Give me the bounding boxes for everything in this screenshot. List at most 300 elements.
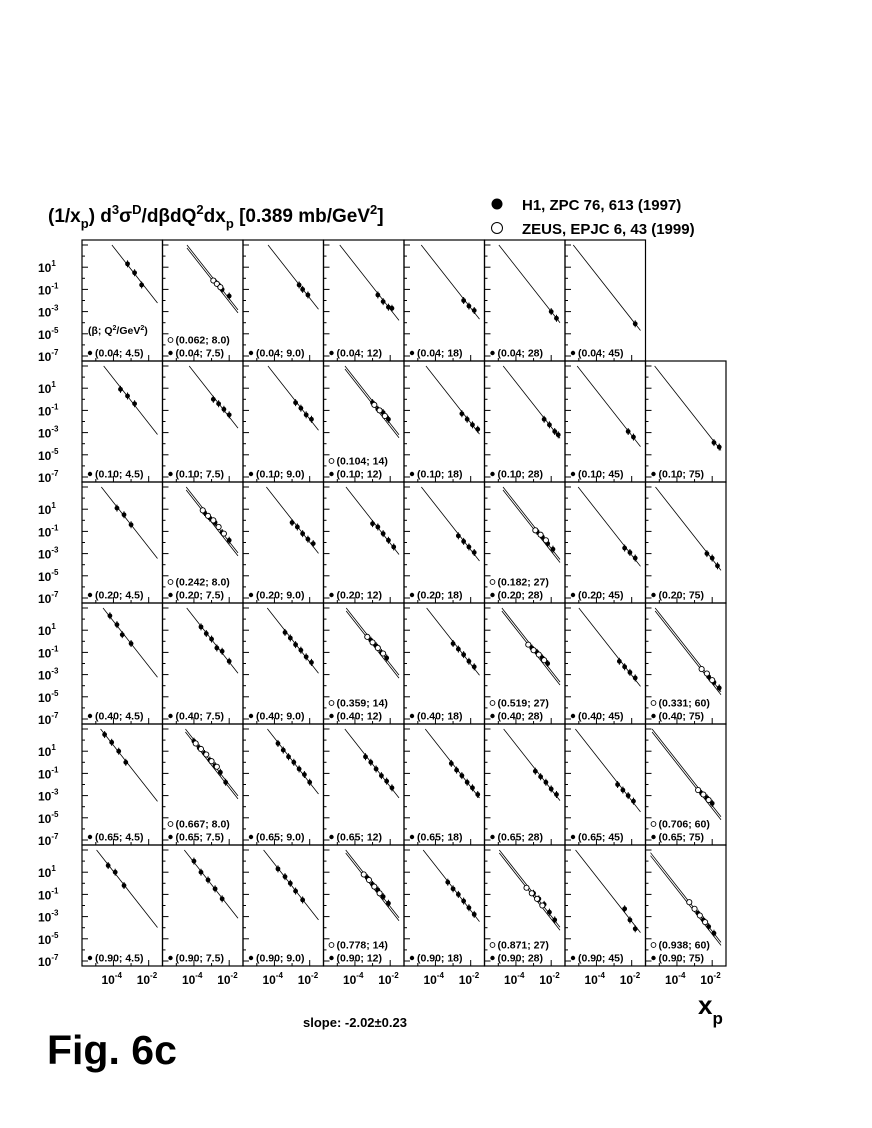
data-point-h1 bbox=[386, 901, 391, 906]
data-point-h1 bbox=[472, 308, 477, 313]
label-h1-marker bbox=[249, 351, 253, 355]
panel-label: (0.65; 9.0) bbox=[256, 831, 305, 844]
data-point-zeus bbox=[200, 508, 205, 513]
panel-zeus-label: (0.182; 27) bbox=[497, 576, 549, 589]
label-h1-marker bbox=[168, 593, 172, 597]
data-point-h1 bbox=[451, 886, 456, 891]
panel-label: (0.65; 28) bbox=[497, 831, 544, 844]
label-zeus-marker bbox=[168, 580, 173, 585]
data-point-h1 bbox=[445, 880, 450, 885]
label-h1-marker bbox=[88, 351, 92, 355]
x-tick-label: $10^{-4}$ bbox=[101, 971, 122, 987]
panel bbox=[163, 845, 244, 966]
panel-label: (0.10; 45) bbox=[578, 468, 624, 481]
data-point-h1 bbox=[549, 309, 554, 314]
panel-zeus-label: (0.104; 14) bbox=[336, 455, 388, 468]
panel bbox=[324, 603, 405, 724]
label-zeus-marker bbox=[329, 459, 334, 464]
data-point-h1 bbox=[122, 883, 127, 888]
panel bbox=[243, 482, 324, 603]
data-point-zeus bbox=[214, 764, 219, 769]
panel-label: (0.10; 9.0) bbox=[256, 468, 305, 481]
panel bbox=[485, 603, 566, 724]
label-zeus-marker bbox=[490, 701, 495, 706]
data-point-h1 bbox=[370, 521, 375, 526]
panel bbox=[646, 845, 727, 966]
panel-label: (0.20; 7.5) bbox=[175, 589, 224, 602]
data-point-zeus bbox=[692, 906, 697, 911]
data-point-h1 bbox=[227, 538, 232, 543]
data-point-h1 bbox=[631, 799, 636, 804]
y-tick-label: $10^1$ bbox=[38, 864, 56, 881]
y-tick-label: $10^{-3}$ bbox=[38, 666, 59, 683]
panel-label: (0.90; 18) bbox=[417, 952, 463, 965]
data-point-h1 bbox=[115, 622, 120, 627]
panel-frame bbox=[163, 603, 244, 724]
label-h1-marker bbox=[88, 472, 92, 476]
data-point-zeus bbox=[372, 402, 377, 407]
figure-label: Fig. 6c bbox=[47, 1027, 177, 1073]
data-point-h1 bbox=[475, 792, 480, 797]
y-tick-label: $10^{-5}$ bbox=[38, 325, 59, 342]
panel-label: (0.04; 12) bbox=[336, 347, 383, 360]
label-zeus-marker bbox=[490, 943, 495, 948]
panel-zeus-label: (0.242; 8.0) bbox=[175, 576, 230, 589]
panel-label: (0.20; 9.0) bbox=[256, 589, 305, 602]
y-tick-label: $10^{-1}$ bbox=[38, 644, 59, 661]
panel-label: (0.10; 7.5) bbox=[175, 468, 224, 481]
panel-zeus-label: (0.938; 60) bbox=[658, 939, 710, 952]
data-point-h1 bbox=[467, 304, 472, 309]
label-zeus-marker bbox=[651, 822, 656, 827]
data-point-h1 bbox=[547, 910, 552, 915]
data-point-h1 bbox=[116, 749, 121, 754]
y-tick-label: $10^{-7}$ bbox=[38, 832, 59, 848]
label-h1-marker bbox=[410, 351, 414, 355]
data-point-h1 bbox=[309, 417, 314, 422]
data-point-h1 bbox=[209, 637, 214, 642]
data-point-h1 bbox=[306, 293, 311, 298]
panel bbox=[404, 845, 485, 966]
data-point-h1 bbox=[120, 632, 125, 637]
panel-zeus-label: (0.667; 8.0) bbox=[175, 818, 230, 831]
panel bbox=[324, 845, 405, 966]
panel-label: (0.20; 45) bbox=[578, 589, 624, 602]
data-point-zeus bbox=[538, 532, 543, 537]
fit-line bbox=[187, 245, 238, 310]
data-point-h1 bbox=[465, 780, 470, 785]
panel-label: (0.10; 4.5) bbox=[95, 468, 144, 481]
panel bbox=[565, 240, 646, 361]
label-h1-marker bbox=[490, 593, 494, 597]
y-tick-label: $10^{-3}$ bbox=[38, 303, 59, 320]
data-point-h1 bbox=[461, 899, 466, 904]
y-tick-label: $10^{-1}$ bbox=[38, 281, 59, 298]
panel-frame bbox=[565, 482, 646, 603]
data-point-h1 bbox=[461, 298, 466, 303]
x-tick-label: $10^{-2}$ bbox=[217, 971, 238, 987]
data-point-h1 bbox=[386, 538, 391, 543]
data-point-h1 bbox=[276, 866, 281, 871]
data-point-h1 bbox=[118, 387, 123, 392]
panel-grid bbox=[38, 240, 726, 969]
panel bbox=[485, 724, 566, 845]
data-point-h1 bbox=[467, 659, 472, 664]
y-tick-label: $10^{-3}$ bbox=[38, 545, 59, 562]
data-point-h1 bbox=[293, 642, 298, 647]
panel-zeus-label: (0.062; 8.0) bbox=[175, 334, 230, 347]
label-h1-marker bbox=[651, 593, 655, 597]
panel-zeus-label: (0.331; 60) bbox=[658, 697, 710, 710]
y-tick-label: $10^{-1}$ bbox=[38, 402, 59, 419]
data-point-h1 bbox=[123, 760, 128, 765]
panel-label: (0.04; 28) bbox=[497, 347, 544, 360]
data-point-zeus bbox=[534, 896, 539, 901]
panel-label: (0.65; 7.5) bbox=[175, 831, 224, 844]
label-zeus-marker bbox=[651, 701, 656, 706]
label-h1-marker bbox=[490, 956, 494, 960]
y-tick-label: $10^{-7}$ bbox=[38, 590, 59, 606]
panel-frame bbox=[404, 482, 485, 603]
panel-label: (0.90; 28) bbox=[497, 952, 544, 965]
label-h1-marker bbox=[329, 351, 333, 355]
data-point-zeus bbox=[531, 648, 536, 653]
panel-frame bbox=[565, 361, 646, 482]
label-h1-marker bbox=[651, 835, 655, 839]
y-tick-label: $10^{-3}$ bbox=[38, 424, 59, 441]
data-point-h1 bbox=[297, 767, 302, 772]
data-point-h1 bbox=[622, 664, 627, 669]
label-h1-marker bbox=[249, 714, 253, 718]
data-point-h1 bbox=[286, 754, 291, 759]
chart-title: $(1/x_p)$ $d^3\sigma^D/d\beta dQ^2dx_p$ [0.389 mb/GeV$^2$] bbox=[48, 202, 384, 231]
data-point-h1 bbox=[108, 613, 113, 618]
data-point-zeus bbox=[377, 891, 382, 896]
legend-zeus-marker bbox=[492, 223, 503, 234]
data-point-zeus bbox=[543, 538, 548, 543]
label-h1-marker bbox=[651, 472, 655, 476]
panel-label: (0.10; 28) bbox=[497, 468, 544, 481]
panel bbox=[82, 240, 163, 361]
data-point-h1 bbox=[456, 647, 461, 652]
data-point-h1 bbox=[218, 770, 223, 775]
data-point-h1 bbox=[227, 412, 232, 417]
y-tick-label: $10^1$ bbox=[38, 622, 56, 639]
x-tick-label: $10^{-2}$ bbox=[700, 971, 721, 987]
data-point-h1 bbox=[199, 624, 204, 629]
label-h1-marker bbox=[571, 593, 575, 597]
panel bbox=[82, 845, 163, 966]
panel-label: (0.65; 12) bbox=[336, 831, 383, 844]
panel-frame bbox=[565, 724, 646, 845]
data-point-zeus bbox=[370, 640, 375, 645]
data-point-h1 bbox=[470, 785, 475, 790]
label-h1-marker bbox=[168, 956, 172, 960]
panel bbox=[243, 603, 324, 724]
data-point-h1 bbox=[288, 636, 293, 641]
data-point-h1 bbox=[281, 748, 286, 753]
data-point-h1 bbox=[554, 792, 559, 797]
data-point-h1 bbox=[288, 881, 293, 886]
data-point-h1 bbox=[620, 788, 625, 793]
panel bbox=[404, 240, 485, 361]
data-point-h1 bbox=[391, 545, 396, 550]
data-point-h1 bbox=[552, 918, 557, 923]
data-point-h1 bbox=[622, 906, 627, 911]
data-point-zeus bbox=[205, 513, 210, 518]
data-point-h1 bbox=[542, 417, 547, 422]
legend-zeus-label: ZEUS, EPJC 6, 43 (1999) bbox=[522, 221, 695, 238]
label-h1-marker bbox=[490, 351, 494, 355]
fit-line bbox=[499, 850, 560, 927]
data-point-h1 bbox=[384, 779, 389, 784]
data-point-h1 bbox=[706, 924, 711, 929]
data-point-h1 bbox=[307, 780, 312, 785]
fit-line bbox=[101, 729, 158, 801]
data-point-h1 bbox=[712, 931, 717, 936]
slope-text: slope: -2.02±0.23 bbox=[303, 1015, 407, 1030]
panel-label: (0.40; 12) bbox=[336, 710, 383, 723]
data-point-h1 bbox=[461, 539, 466, 544]
fit-line bbox=[421, 245, 479, 319]
data-point-zeus bbox=[524, 885, 529, 890]
data-point-h1 bbox=[300, 898, 305, 903]
data-point-h1 bbox=[710, 556, 715, 561]
x-tick-label: $10^{-2}$ bbox=[458, 971, 480, 987]
data-point-h1 bbox=[538, 774, 543, 779]
label-h1-marker bbox=[490, 714, 494, 718]
data-point-h1 bbox=[363, 754, 368, 759]
panel-row-0.65 bbox=[38, 724, 726, 848]
data-point-h1 bbox=[459, 773, 464, 778]
panel-frame bbox=[646, 482, 727, 603]
data-point-h1 bbox=[705, 551, 710, 556]
panel-label: (0.65; 45) bbox=[578, 831, 624, 844]
label-h1-marker bbox=[249, 835, 253, 839]
panel-label: (0.90; 45) bbox=[578, 952, 624, 965]
y-tick-label: $10^{-3}$ bbox=[38, 787, 59, 804]
panel bbox=[565, 603, 646, 724]
label-h1-marker bbox=[410, 714, 414, 718]
panel bbox=[404, 724, 485, 845]
fit-line bbox=[104, 366, 158, 434]
label-h1-marker bbox=[88, 714, 92, 718]
data-point-h1 bbox=[451, 641, 456, 646]
panel bbox=[163, 361, 244, 482]
x-tick-label: $10^{-2}$ bbox=[619, 971, 641, 987]
x-tick-label: $10^{-4}$ bbox=[262, 971, 283, 987]
panel-frame bbox=[404, 603, 485, 724]
data-point-h1 bbox=[381, 299, 386, 304]
data-point-h1 bbox=[631, 435, 636, 440]
panel-label: (0.20; 75) bbox=[658, 589, 705, 602]
panel-frame bbox=[485, 361, 566, 482]
fit-line bbox=[421, 487, 479, 561]
panel-label: (0.20; 4.5) bbox=[95, 589, 144, 602]
y-tick-label: $10^{-7}$ bbox=[38, 348, 59, 364]
data-point-h1 bbox=[717, 686, 722, 691]
fit-line bbox=[503, 366, 560, 438]
data-point-h1 bbox=[633, 321, 638, 326]
x-tick-label: $10^{-4}$ bbox=[664, 971, 686, 987]
data-point-h1 bbox=[311, 541, 316, 546]
panel-label: (0.90; 75) bbox=[658, 952, 705, 965]
fit-line bbox=[101, 487, 157, 558]
panel-label: (0.04; 18) bbox=[417, 347, 463, 360]
panel bbox=[646, 603, 727, 724]
data-point-h1 bbox=[216, 401, 221, 406]
data-point-h1 bbox=[456, 892, 461, 897]
data-point-h1 bbox=[547, 422, 552, 427]
data-point-zeus bbox=[699, 666, 704, 671]
data-point-h1 bbox=[554, 316, 559, 321]
data-point-h1 bbox=[467, 545, 472, 550]
panel-row-0.20 bbox=[38, 482, 726, 606]
panel-label: (0.90; 12) bbox=[336, 952, 383, 965]
data-point-zeus bbox=[365, 634, 370, 639]
label-h1-marker bbox=[329, 472, 333, 476]
panel-label: (0.20; 28) bbox=[497, 589, 544, 602]
data-point-zeus bbox=[533, 528, 538, 533]
data-point-h1 bbox=[227, 294, 232, 299]
panel-label: (0.40; 18) bbox=[417, 710, 463, 723]
panel-label: (0.40; 28) bbox=[497, 710, 544, 723]
panel bbox=[565, 724, 646, 845]
data-point-h1 bbox=[472, 550, 477, 555]
label-h1-marker bbox=[410, 472, 414, 476]
data-point-zeus bbox=[687, 900, 692, 905]
label-zeus-marker bbox=[329, 943, 334, 948]
data-point-h1 bbox=[381, 531, 386, 536]
data-point-h1 bbox=[375, 525, 380, 530]
x-tick-label: $10^{-4}$ bbox=[181, 971, 203, 987]
data-point-h1 bbox=[293, 889, 298, 894]
data-point-zeus bbox=[536, 652, 541, 657]
panel bbox=[163, 482, 244, 603]
panel-label: (0.65; 18) bbox=[417, 831, 463, 844]
data-point-h1 bbox=[291, 760, 296, 765]
x-tick-label: $10^{-2}$ bbox=[539, 971, 560, 987]
data-point-h1 bbox=[551, 547, 556, 552]
label-h1-marker bbox=[168, 472, 172, 476]
panel bbox=[646, 482, 727, 603]
panel-label: (0.40; 75) bbox=[658, 710, 705, 723]
data-point-zeus bbox=[703, 920, 708, 925]
panel-frame bbox=[404, 845, 485, 966]
panel bbox=[565, 361, 646, 482]
panel-frame bbox=[163, 361, 244, 482]
data-point-zeus bbox=[704, 671, 709, 676]
data-point-h1 bbox=[223, 780, 228, 785]
data-point-h1 bbox=[214, 646, 219, 651]
label-h1-marker bbox=[249, 472, 253, 476]
label-h1-marker bbox=[571, 472, 575, 476]
label-h1-marker bbox=[651, 956, 655, 960]
data-point-zeus bbox=[697, 913, 702, 918]
panel bbox=[565, 845, 646, 966]
data-point-zeus bbox=[381, 651, 386, 656]
data-point-zeus bbox=[204, 752, 209, 757]
data-point-h1 bbox=[220, 896, 225, 901]
data-point-h1 bbox=[304, 412, 309, 417]
label-zeus-marker bbox=[329, 701, 334, 706]
data-point-h1 bbox=[633, 926, 638, 931]
y-tick-label: $10^{-7}$ bbox=[38, 711, 59, 727]
panel bbox=[82, 482, 163, 603]
fit-line bbox=[575, 729, 640, 812]
data-point-h1 bbox=[298, 648, 303, 653]
panel-label: (0.65; 4.5) bbox=[95, 831, 144, 844]
data-point-h1 bbox=[384, 656, 389, 661]
data-point-zeus bbox=[526, 642, 531, 647]
data-point-h1 bbox=[552, 429, 557, 434]
panel bbox=[243, 845, 324, 966]
panel-frame bbox=[646, 361, 727, 482]
data-point-h1 bbox=[106, 863, 111, 868]
y-tick-label: $10^{-1}$ bbox=[38, 765, 59, 782]
data-point-h1 bbox=[129, 641, 134, 646]
panel-label: (0.20; 18) bbox=[417, 589, 463, 602]
label-h1-marker bbox=[249, 956, 253, 960]
data-point-zeus bbox=[542, 658, 547, 663]
y-tick-label: $10^{-7}$ bbox=[38, 953, 59, 969]
data-point-h1 bbox=[615, 782, 620, 787]
x-tick-label: $10^{-4}$ bbox=[584, 971, 605, 987]
data-point-h1 bbox=[206, 878, 211, 883]
label-h1-marker bbox=[410, 835, 414, 839]
panel-frame bbox=[565, 845, 646, 966]
panel-frame bbox=[163, 845, 244, 966]
data-point-h1 bbox=[276, 741, 281, 746]
x-tick-label: $10^{-4}$ bbox=[423, 971, 444, 987]
fit-line bbox=[97, 850, 158, 927]
panel-frame bbox=[82, 361, 163, 482]
panel bbox=[243, 361, 324, 482]
data-point-h1 bbox=[290, 520, 295, 525]
panel-label: (0.40; 7.5) bbox=[175, 710, 224, 723]
panel-frame bbox=[82, 724, 163, 845]
panel bbox=[324, 240, 405, 361]
panel-frame bbox=[243, 845, 324, 966]
data-point-h1 bbox=[556, 432, 561, 437]
data-point-h1 bbox=[122, 512, 127, 517]
panel-label: (0.10; 75) bbox=[658, 468, 705, 481]
legend bbox=[492, 197, 695, 238]
label-h1-marker bbox=[168, 835, 172, 839]
data-point-zeus bbox=[372, 884, 377, 889]
y-tick-label: $10^1$ bbox=[38, 259, 56, 276]
y-tick-label: $10^{-5}$ bbox=[38, 809, 59, 826]
label-h1-marker bbox=[168, 351, 172, 355]
data-point-zeus bbox=[710, 678, 715, 683]
panel-zeus-label: (0.706; 60) bbox=[658, 818, 710, 831]
legend-h1-label: H1, ZPC 76, 613 (1997) bbox=[522, 197, 682, 214]
data-point-h1 bbox=[129, 522, 134, 527]
panel-label: (0.40; 4.5) bbox=[95, 710, 144, 723]
x-tick-label: $10^{-4}$ bbox=[503, 971, 525, 987]
data-point-h1 bbox=[139, 283, 144, 288]
label-zeus-marker bbox=[168, 822, 173, 827]
panel-frame bbox=[82, 845, 163, 966]
data-point-h1 bbox=[115, 506, 120, 511]
data-point-h1 bbox=[459, 411, 464, 416]
x-tick-label: $10^{-2}$ bbox=[136, 971, 158, 987]
data-point-zeus bbox=[361, 872, 366, 877]
data-point-h1 bbox=[374, 767, 379, 772]
panel-row-0.90 bbox=[38, 845, 726, 969]
data-point-h1 bbox=[125, 261, 130, 266]
data-point-zeus bbox=[540, 903, 545, 908]
